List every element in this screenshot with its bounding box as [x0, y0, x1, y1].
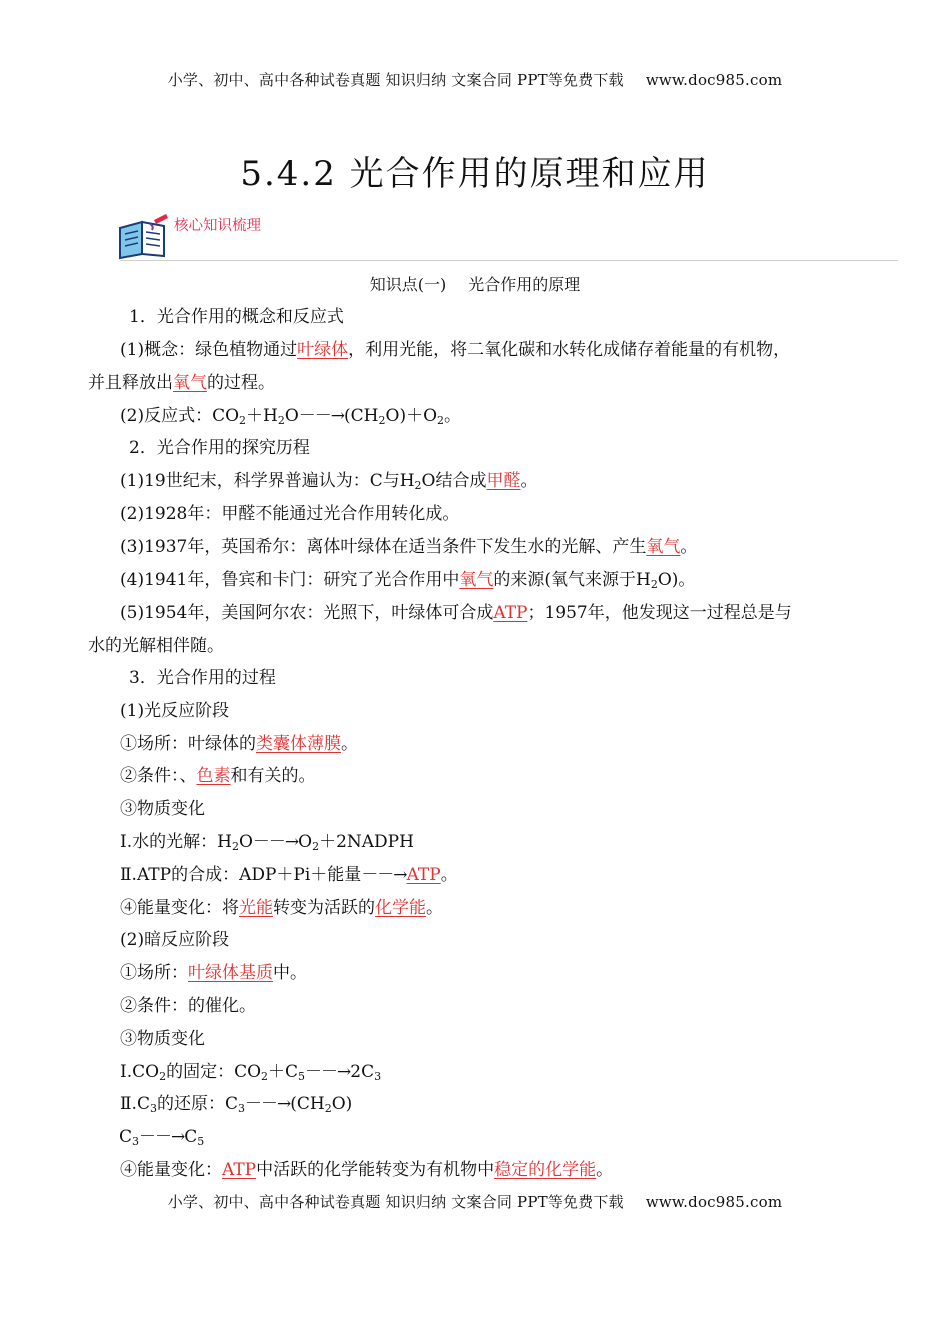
- text-run: C: [184, 1127, 198, 1147]
- text-run: 。: [596, 1160, 614, 1180]
- subscript: 2: [261, 1070, 269, 1083]
- text-run: 的来源(氧气来源于H: [493, 570, 651, 590]
- answer-blank: 叶绿体基质: [188, 963, 273, 983]
- light-place: [120, 732, 358, 756]
- answer-blank: 光能: [239, 898, 273, 918]
- text-run: (5)1954年，美国阿尔农：光照下，叶绿体可合成: [120, 603, 494, 623]
- c3-reduction: [120, 1092, 352, 1116]
- text-run: 中。: [273, 963, 307, 983]
- text-run: C: [119, 1127, 133, 1147]
- history-4: [120, 568, 695, 592]
- text-run: 和有关的。: [230, 766, 316, 786]
- history-5-cont: 水的光解相伴随。: [88, 636, 224, 656]
- notebook-pen-icon: [116, 214, 170, 260]
- subscript: 2: [239, 414, 247, 427]
- text-run: (CH: [344, 406, 379, 426]
- text-run: O: [298, 832, 313, 852]
- answer-blank: 甲醛: [486, 471, 521, 491]
- water-photolysis: [120, 830, 414, 854]
- text-run: 的固定：CO: [166, 1062, 262, 1082]
- dark-place: [120, 961, 307, 985]
- subscript: 2: [312, 840, 320, 853]
- text-run: 。: [444, 406, 462, 426]
- text-run: O)＋O: [385, 406, 438, 426]
- arrow-symbol: －－→: [244, 1094, 291, 1114]
- text-run: 中活跃的化学能转变为有机物中: [256, 1160, 495, 1180]
- history-3: [120, 535, 697, 559]
- history-1: [120, 469, 537, 493]
- answer-blank: ATP: [406, 865, 441, 885]
- text-run: O结合成: [421, 471, 487, 491]
- page-footer: [0, 1191, 950, 1212]
- light-material-title: ③物质变化: [120, 799, 205, 819]
- text-run: (CH: [290, 1094, 325, 1114]
- text-run: Ⅰ.水的光解：H: [120, 832, 232, 852]
- subscript: 2: [650, 578, 658, 591]
- header-site[interactable]: www.doc985.com: [645, 71, 783, 89]
- answer-blank: 化学能: [375, 898, 426, 918]
- header-slogan: 小学、初中、高中各种试卷真题 知识归纳 文案合同 PPT等免费下载: [167, 71, 624, 89]
- arrow-symbol: －－→: [305, 1062, 351, 1082]
- text-run: ，利用光能，将二氧化碳和水转化成储存着能量的有机物，: [348, 340, 791, 360]
- kp-label: 知识点(一): [369, 275, 447, 294]
- text-run: O: [238, 832, 253, 852]
- para-concept-1: [120, 338, 790, 362]
- subscript: 2: [231, 840, 239, 853]
- text-run: ②条件：、: [120, 766, 197, 786]
- knowledge-point-title: [0, 272, 950, 295]
- text-run: (2)反应式：CO: [120, 406, 240, 426]
- light-reaction-title: (1)光反应阶段: [120, 701, 230, 721]
- text-run: 。: [341, 734, 358, 754]
- subscript: 3: [237, 1102, 245, 1115]
- text-run: (4)1941年，鲁宾和卡门：研究了光合作用中: [120, 570, 460, 590]
- text-run: 并且释放出: [88, 373, 173, 393]
- text-run: (1)19世纪末，科学界普遍认为：C与H: [120, 471, 415, 491]
- dark-energy-change: [120, 1158, 613, 1182]
- answer-blank: ATP: [493, 603, 528, 623]
- answer-blank: 氧气: [173, 373, 207, 393]
- text-run: 。: [426, 898, 443, 918]
- answer-blank: 氧气: [646, 537, 681, 557]
- answer-blank: 叶绿体: [297, 340, 349, 360]
- text-run: ①场所：: [120, 963, 188, 983]
- text-run: Ⅰ.CO: [120, 1062, 160, 1082]
- light-condition: [120, 764, 316, 788]
- text-run: 。: [520, 471, 538, 491]
- subscript: 2: [378, 414, 386, 427]
- para-concept-2: [88, 371, 275, 395]
- text-run: ；1957年，他发现这一过程总是与: [527, 603, 792, 623]
- footer-site[interactable]: www.doc985.com: [645, 1193, 783, 1211]
- dark-condition: ②条件：的催化。: [120, 996, 256, 1016]
- answer-blank: 氧气: [459, 570, 494, 590]
- kp-name: 光合作用的原理: [468, 275, 581, 294]
- dark-material-title: ③物质变化: [120, 1029, 205, 1049]
- answer-blank: 类囊体薄膜: [256, 734, 341, 754]
- subscript: 5: [298, 1070, 306, 1083]
- atp-synthesis: [120, 863, 458, 887]
- text-run: ＋2NADPH: [319, 832, 414, 852]
- text-run: 的还原：C: [156, 1094, 238, 1114]
- arrow-symbol: －－→: [139, 1127, 185, 1147]
- arrow-symbol: －－→: [298, 406, 345, 426]
- light-energy-change: [120, 896, 443, 920]
- page-title: 5.4.2 光合作用的原理和应用: [240, 154, 710, 194]
- subscript: 2: [437, 414, 445, 427]
- text-run: O)。: [657, 570, 696, 590]
- text-run: ④能量变化：将: [120, 898, 239, 918]
- heading-concept: 1．光合作用的概念和反应式: [129, 307, 344, 327]
- text-run: 。: [680, 537, 698, 557]
- text-run: (3)1937年，英国希尔：离体叶绿体在适当条件下发生水的光解、产生: [120, 537, 647, 557]
- text-run: ＋C: [268, 1062, 299, 1082]
- subscript: 3: [132, 1135, 140, 1148]
- subscript: 3: [149, 1102, 157, 1115]
- text-run: ＋H: [246, 406, 278, 426]
- history-5: [120, 601, 792, 625]
- co2-fixation: [120, 1060, 381, 1084]
- subscript: 5: [197, 1135, 205, 1148]
- text-run: ①场所：叶绿体的: [120, 734, 256, 754]
- text-run: Ⅱ.ATP的合成：ADP＋Pi＋能量: [120, 865, 362, 885]
- text-run: ④能量变化：: [120, 1160, 222, 1180]
- answer-blank: 稳定的化学能: [494, 1160, 597, 1180]
- text-run: 的过程。: [207, 373, 275, 393]
- text-run: 。: [440, 865, 458, 885]
- text-run: (1)概念：绿色植物通过: [120, 340, 298, 360]
- footer-slogan: 小学、初中、高中各种试卷真题 知识归纳 文案合同 PPT等免费下载: [167, 1193, 624, 1211]
- subscript: 2: [277, 414, 285, 427]
- c3-regeneration: [119, 1125, 204, 1149]
- subscript: 3: [374, 1070, 382, 1083]
- text-run: 2C: [350, 1062, 375, 1082]
- subscript: 2: [159, 1070, 167, 1083]
- text-run: O: [284, 406, 299, 426]
- text-run: O): [331, 1094, 353, 1114]
- section-divider: [120, 260, 898, 261]
- page-header: [0, 69, 950, 90]
- history-2: (2)1928年：甲醛不能通过光合作用转化成。: [120, 504, 460, 524]
- heading-process: 3．光合作用的过程: [129, 668, 276, 688]
- heading-history: 2．光合作用的探究历程: [129, 438, 310, 458]
- reaction-equation: [120, 404, 461, 428]
- answer-blank: ATP: [222, 1160, 257, 1180]
- text-run: 转变为活跃的: [273, 898, 375, 918]
- subscript: 2: [414, 479, 422, 492]
- section-badge-label: 核心知识梳理: [174, 218, 261, 234]
- arrow-symbol: －－→: [361, 865, 407, 885]
- answer-blank: 色素: [196, 766, 231, 786]
- text-run: Ⅱ.C: [120, 1094, 150, 1114]
- dark-reaction-title: (2)暗反应阶段: [120, 930, 230, 950]
- subscript: 2: [324, 1102, 332, 1115]
- arrow-symbol: －－→: [252, 832, 299, 852]
